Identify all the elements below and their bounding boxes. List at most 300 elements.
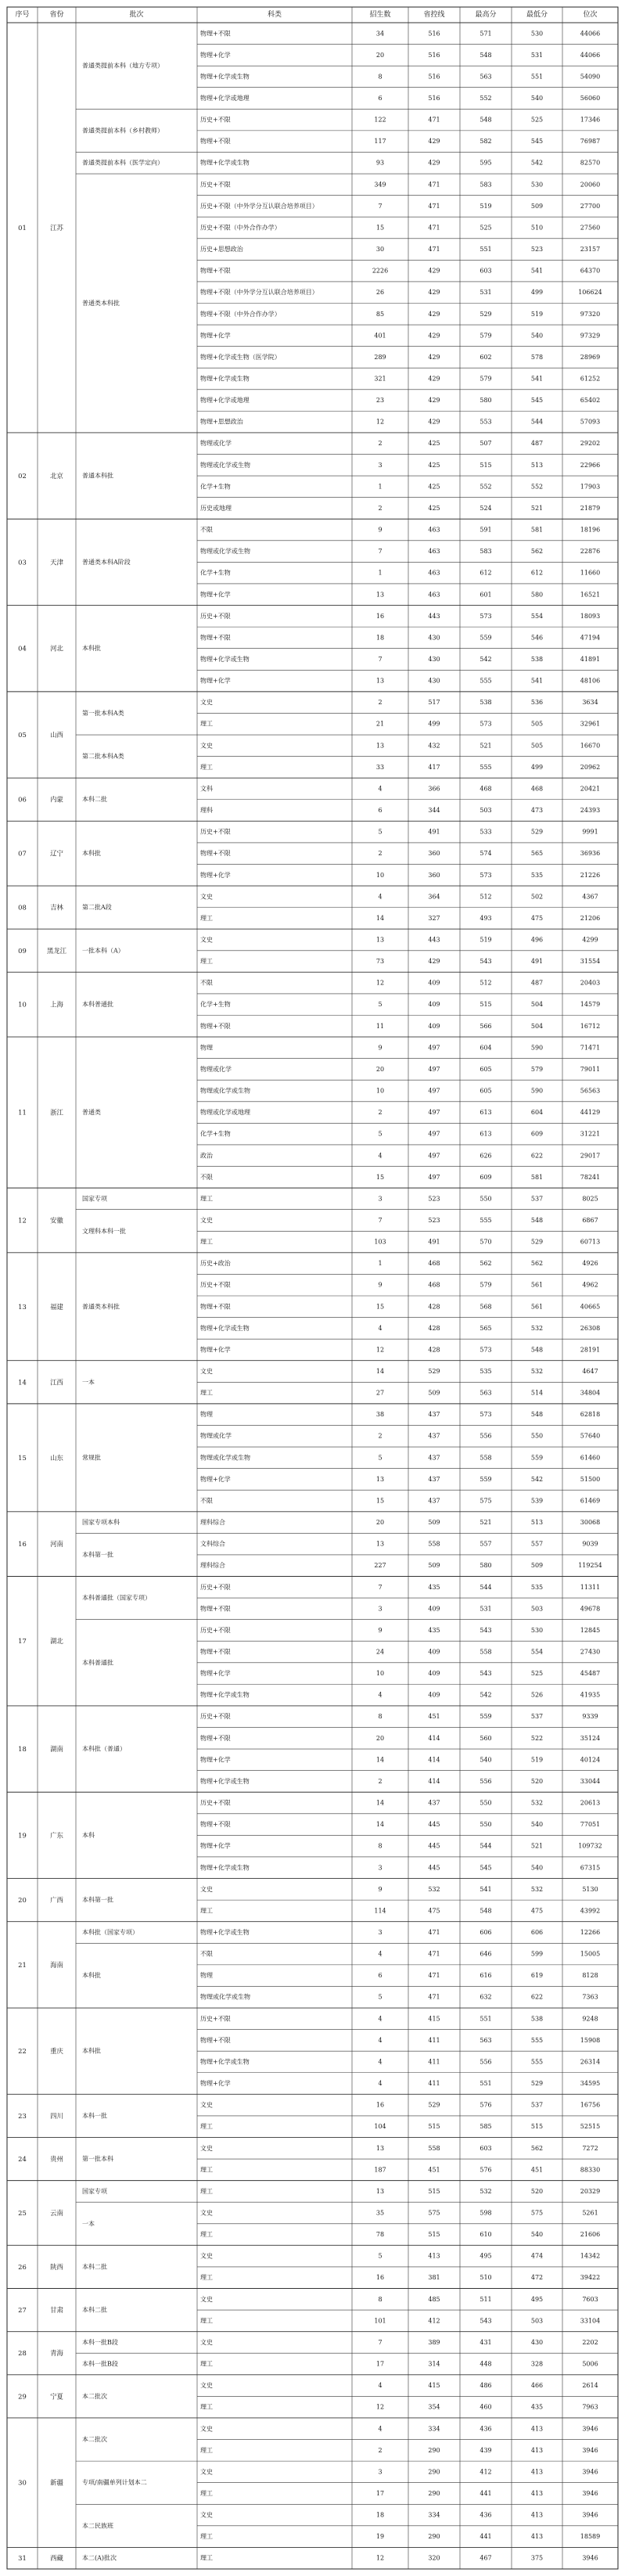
- value-cell: 3634: [582, 699, 598, 707]
- value-cell: 574: [480, 850, 492, 858]
- value-cell: 17903: [580, 483, 601, 491]
- value-cell: 543: [480, 1670, 492, 1678]
- value-cell: 73: [375, 958, 385, 966]
- batch-name: 本科一批: [82, 2112, 107, 2120]
- subject-cell: 文史: [200, 893, 213, 901]
- subject-cell: 物理: [200, 1411, 213, 1419]
- value-cell: 15: [375, 1303, 385, 1311]
- subject-cell: 物理+不限（中外学分互认联合培养项目）: [200, 289, 318, 297]
- value-cell: 34595: [580, 2080, 601, 2088]
- value-cell: 54090: [580, 73, 601, 81]
- value-cell: 471: [428, 181, 440, 189]
- value-cell: 502: [530, 893, 544, 901]
- value-cell: 9339: [582, 1713, 598, 1721]
- subject-cell: 理工: [200, 2446, 213, 2454]
- value-cell: 466: [530, 2382, 544, 2390]
- value-cell: 10: [375, 871, 385, 879]
- value-cell: 18589: [580, 2533, 601, 2541]
- value-cell: 79011: [580, 1065, 601, 1073]
- batch-name: 本二民族班: [82, 2522, 113, 2530]
- value-cell: 28191: [580, 1346, 601, 1354]
- value-cell: 504: [530, 1022, 544, 1030]
- value-cell: 12: [375, 979, 385, 987]
- subject-cell: 理工: [200, 2231, 213, 2239]
- value-cell: 413: [530, 2468, 544, 2476]
- province-name: 山西: [50, 731, 63, 739]
- subject-cell: 物理+不限: [200, 1022, 231, 1030]
- subject-cell: 物理+化学或生物: [200, 2058, 250, 2066]
- table-frame: [7, 7, 618, 2569]
- group-number: 29: [18, 2392, 27, 2401]
- value-cell: 4647: [582, 1368, 598, 1376]
- value-cell: 35124: [580, 1734, 601, 1742]
- value-cell: 2: [378, 1109, 383, 1117]
- value-cell: 409: [428, 1022, 440, 1030]
- value-cell: 566: [480, 1022, 492, 1030]
- subject-cell: 理科综合: [200, 1562, 225, 1570]
- value-cell: 583: [480, 181, 492, 189]
- value-cell: 76987: [580, 138, 601, 146]
- batch-name: 普通类提前本科（乡村教师）: [82, 127, 163, 135]
- value-cell: 20403: [580, 979, 601, 987]
- province-name: 云南: [50, 2208, 63, 2217]
- value-cell: 12: [375, 1346, 385, 1354]
- value-cell: 509: [428, 1389, 440, 1397]
- value-cell: 542: [530, 159, 544, 167]
- value-cell: 15908: [580, 2036, 601, 2044]
- value-cell: 290: [428, 2468, 440, 2476]
- value-cell: 558: [428, 2144, 440, 2152]
- value-cell: 52515: [580, 2123, 601, 2131]
- subject-cell: 化学+生物: [200, 1001, 231, 1009]
- group-number: 12: [18, 1216, 27, 1225]
- value-cell: 26308: [580, 1324, 601, 1332]
- subject-cell: 物理+化学: [200, 871, 231, 879]
- value-cell: 544: [530, 418, 544, 426]
- value-cell: 529: [480, 310, 492, 318]
- value-cell: 4299: [582, 936, 598, 944]
- value-cell: 524: [480, 504, 492, 512]
- value-cell: 430: [428, 634, 440, 642]
- value-cell: 548: [480, 51, 492, 59]
- value-cell: 612: [480, 569, 492, 577]
- value-cell: 530: [530, 30, 544, 38]
- value-cell: 78: [375, 2231, 385, 2239]
- value-cell: 15: [375, 1497, 385, 1505]
- value-cell: 507: [480, 440, 492, 448]
- value-cell: 445: [428, 1821, 440, 1829]
- value-cell: 552: [530, 483, 544, 491]
- value-cell: 509: [428, 1562, 440, 1570]
- value-cell: 9248: [582, 2015, 598, 2023]
- subject-cell: 物理+化学: [200, 1346, 231, 1354]
- value-cell: 57093: [580, 418, 601, 426]
- value-cell: 537: [530, 1195, 544, 1203]
- value-cell: 563: [480, 73, 492, 81]
- value-cell: 17: [375, 2360, 385, 2368]
- value-cell: 515: [428, 2187, 440, 2195]
- header-4: 招生数: [369, 11, 391, 19]
- value-cell: 21879: [580, 504, 601, 512]
- value-cell: 510: [480, 2274, 492, 2282]
- value-cell: 9: [378, 1626, 383, 1634]
- subject-cell: 物理+化学或生物: [200, 375, 250, 383]
- province-name: 青海: [50, 2349, 63, 2358]
- value-cell: 409: [428, 1670, 440, 1678]
- group-number: 01: [18, 223, 27, 232]
- value-cell: 4: [378, 1691, 383, 1699]
- value-cell: 290: [428, 2533, 440, 2541]
- province-name: 安徽: [50, 1216, 63, 1225]
- subject-cell: 文史: [200, 2209, 213, 2217]
- value-cell: 605: [480, 1065, 492, 1073]
- value-cell: 555: [480, 763, 492, 771]
- value-cell: 580: [480, 1562, 492, 1570]
- value-cell: 82570: [580, 159, 601, 167]
- subject-cell: 理工: [200, 2317, 213, 2325]
- value-cell: 530: [530, 181, 544, 189]
- subject-cell: 不限: [200, 526, 213, 534]
- value-cell: 552: [480, 95, 492, 103]
- value-cell: 525: [530, 116, 544, 124]
- value-cell: 570: [480, 1238, 492, 1246]
- value-cell: 4: [378, 2058, 383, 2066]
- value-cell: 411: [428, 2080, 440, 2088]
- value-cell: 537: [530, 2101, 544, 2109]
- batch-name: 普通类本科A阶段: [82, 558, 131, 566]
- province-name: 重庆: [50, 2047, 63, 2056]
- value-cell: 20329: [580, 2187, 601, 2195]
- value-cell: 13: [375, 1475, 385, 1483]
- value-cell: 431: [480, 2338, 492, 2346]
- value-cell: 604: [480, 1044, 492, 1052]
- value-cell: 573: [480, 1346, 492, 1354]
- value-cell: 499: [428, 720, 440, 728]
- value-cell: 573: [480, 871, 492, 879]
- value-cell: 516: [428, 30, 440, 38]
- group-number: 10: [18, 1000, 27, 1009]
- subject-cell: 政治: [200, 1152, 213, 1160]
- value-cell: 543: [480, 1626, 492, 1634]
- value-cell: 542: [480, 1691, 492, 1699]
- value-cell: 3: [378, 2468, 383, 2476]
- value-cell: 543: [480, 958, 492, 966]
- province-name: 天津: [50, 558, 63, 567]
- province-name: 陕西: [50, 2262, 63, 2271]
- value-cell: 545: [530, 397, 544, 405]
- value-cell: 545: [480, 1864, 492, 1872]
- value-cell: 613: [480, 1109, 492, 1117]
- value-cell: 555: [530, 2036, 544, 2044]
- subject-cell: 物理+不限: [200, 1734, 231, 1742]
- value-cell: 425: [428, 461, 440, 469]
- value-cell: 412: [428, 2317, 440, 2325]
- subject-cell: 理工: [200, 1389, 213, 1397]
- subject-cell: 历史+不限: [200, 828, 231, 836]
- value-cell: 437: [428, 1475, 440, 1483]
- group-number: 30: [18, 2478, 27, 2487]
- batch-name: 国家专项: [82, 1195, 107, 1203]
- subject-cell: 物理+不限: [200, 30, 231, 38]
- value-cell: 576: [480, 2101, 492, 2109]
- value-cell: 415: [428, 2015, 440, 2023]
- value-cell: 413: [428, 2252, 440, 2260]
- value-cell: 429: [428, 332, 440, 340]
- value-cell: 558: [428, 1540, 440, 1548]
- value-cell: 3: [378, 1195, 383, 1203]
- value-cell: 409: [428, 979, 440, 987]
- value-cell: 24: [375, 1648, 385, 1656]
- value-cell: 595: [480, 159, 492, 167]
- value-cell: 550: [480, 1195, 492, 1203]
- value-cell: 439: [480, 2446, 492, 2454]
- batch-name: 常规批: [82, 1454, 101, 1462]
- subject-cell: 文史: [200, 2252, 213, 2260]
- subject-cell: 物理+化学: [200, 2080, 231, 2088]
- value-cell: 516: [428, 95, 440, 103]
- batch-name: 第二批本科A类: [82, 753, 124, 761]
- subject-cell: 历史+不限: [200, 1713, 231, 1721]
- value-cell: 565: [480, 1324, 492, 1332]
- value-cell: 546: [530, 634, 544, 642]
- value-cell: 12845: [580, 1626, 601, 1634]
- value-cell: 437: [428, 1432, 440, 1440]
- value-cell: 563: [480, 2036, 492, 2044]
- value-cell: 11: [375, 1022, 385, 1030]
- value-cell: 5006: [582, 2360, 598, 2368]
- value-cell: 519: [480, 936, 492, 944]
- value-cell: 7: [378, 548, 383, 556]
- value-cell: 21226: [580, 871, 601, 879]
- value-cell: 430: [428, 656, 440, 663]
- value-cell: 473: [530, 807, 544, 815]
- subject-cell: 历史+不限: [200, 116, 231, 124]
- value-cell: 51500: [580, 1475, 601, 1483]
- subject-cell: 物理或化学: [200, 1065, 232, 1073]
- value-cell: 5: [378, 1130, 383, 1138]
- value-cell: 493: [480, 914, 492, 922]
- value-cell: 519: [530, 310, 544, 318]
- value-cell: 2: [378, 504, 383, 512]
- value-cell: 290: [428, 2489, 440, 2497]
- value-cell: 471: [428, 1972, 440, 1980]
- batch-name: 本科批: [82, 850, 101, 858]
- value-cell: 525: [480, 224, 492, 232]
- batch-name: 本科普通批: [82, 1001, 113, 1009]
- value-cell: 6: [378, 95, 383, 103]
- value-cell: 541: [480, 1885, 492, 1893]
- value-cell: 561: [530, 1303, 544, 1311]
- group-number: 13: [18, 1302, 27, 1311]
- value-cell: 451: [530, 2166, 544, 2174]
- value-cell: 33044: [580, 1777, 601, 1785]
- value-cell: 425: [428, 440, 440, 448]
- value-cell: 20613: [580, 1799, 601, 1807]
- value-cell: 344: [428, 807, 440, 815]
- value-cell: 35: [375, 2209, 385, 2217]
- value-cell: 14: [375, 914, 385, 922]
- value-cell: 539: [530, 1497, 544, 1505]
- value-cell: 10: [375, 1087, 385, 1095]
- value-cell: 555: [480, 1216, 492, 1224]
- value-cell: 64370: [580, 267, 601, 275]
- province-name: 内蒙: [50, 795, 63, 804]
- value-cell: 1: [378, 1260, 383, 1268]
- value-cell: 109732: [578, 1842, 602, 1850]
- value-cell: 542: [530, 1475, 544, 1483]
- value-cell: 590: [530, 1044, 544, 1052]
- batch-name: 普通类提前本科（地方专项）: [82, 62, 163, 70]
- value-cell: 429: [428, 958, 440, 966]
- batch-name: 本科批（国家专项）: [82, 1929, 138, 1936]
- subject-cell: 物理+化学: [200, 677, 231, 685]
- value-cell: 1: [378, 483, 383, 491]
- value-cell: 529: [530, 2080, 544, 2088]
- batch-name: 普通本科批: [82, 472, 113, 480]
- province-name: 四川: [50, 2111, 63, 2120]
- province-name: 湖南: [50, 1745, 63, 1754]
- value-cell: 8025: [582, 1195, 598, 1203]
- batch-name: 普通类: [82, 1109, 101, 1117]
- value-cell: 13: [375, 2187, 385, 2195]
- value-cell: 495: [480, 2252, 492, 2260]
- value-cell: 6: [378, 807, 383, 815]
- value-cell: 227: [374, 1562, 386, 1570]
- value-cell: 103: [374, 1238, 386, 1246]
- value-cell: 436: [480, 2511, 492, 2519]
- header-5: 省控线: [423, 11, 445, 19]
- value-cell: 425: [428, 504, 440, 512]
- value-cell: 460: [480, 2403, 492, 2411]
- group-number: 15: [18, 1453, 27, 1462]
- value-cell: 503: [530, 2317, 544, 2325]
- value-cell: 413: [530, 2489, 544, 2497]
- value-cell: 516: [428, 51, 440, 59]
- value-cell: 471: [428, 1993, 440, 2001]
- value-cell: 612: [530, 569, 544, 577]
- value-cell: 632: [480, 1993, 492, 2001]
- batch-name: 第二批A段: [82, 904, 112, 912]
- subject-cell: 文史: [200, 2511, 213, 2519]
- subject-cell: 理工: [200, 2489, 213, 2497]
- value-cell: 8: [378, 1713, 383, 1721]
- value-cell: 13: [375, 936, 385, 944]
- value-cell: 499: [530, 289, 544, 297]
- subject-cell: 物理+不限（中外合作办学）: [200, 310, 281, 318]
- group-number: 09: [18, 946, 27, 955]
- subject-cell: 物理或化学或生物: [200, 1454, 250, 1462]
- group-number: 26: [18, 2262, 27, 2271]
- subject-cell: 理工: [200, 1238, 213, 1246]
- value-cell: 62818: [580, 1411, 601, 1419]
- value-cell: 13: [375, 2144, 385, 2152]
- value-cell: 413: [530, 2446, 544, 2454]
- value-cell: 536: [530, 699, 544, 707]
- value-cell: 15: [375, 1173, 385, 1181]
- value-cell: 4367: [582, 893, 598, 901]
- province-name: 甘肃: [50, 2306, 63, 2315]
- value-cell: 513: [530, 461, 544, 469]
- value-cell: 2: [378, 440, 383, 448]
- subject-cell: 物理+化学或生物: [200, 1324, 250, 1332]
- value-cell: 3946: [582, 2511, 598, 2519]
- value-cell: 542: [480, 656, 492, 663]
- subject-cell: 物理或化学或地理: [200, 1109, 250, 1117]
- value-cell: 441: [480, 2489, 492, 2497]
- value-cell: 101: [374, 2317, 386, 2325]
- header-3: 科类: [267, 11, 282, 19]
- value-cell: 475: [530, 914, 544, 922]
- batch-name: 本科二批: [82, 796, 107, 804]
- value-cell: 60713: [580, 1238, 601, 1246]
- value-cell: 497: [428, 1130, 440, 1138]
- value-cell: 411: [428, 2036, 440, 2044]
- subject-cell: 物理+不限: [200, 2036, 231, 2044]
- value-cell: 559: [480, 1475, 492, 1483]
- group-number: 06: [18, 795, 27, 804]
- subject-cell: 物理+化学或生物: [200, 1864, 250, 1872]
- value-cell: 6: [378, 1972, 383, 1980]
- value-cell: 503: [530, 1605, 544, 1613]
- value-cell: 540: [530, 332, 544, 340]
- value-cell: 522: [530, 1734, 544, 1742]
- value-cell: 429: [428, 159, 440, 167]
- value-cell: 413: [530, 2425, 544, 2433]
- value-cell: 428: [428, 1303, 440, 1311]
- province-name: 海南: [50, 1960, 63, 1969]
- value-cell: 117: [374, 138, 386, 146]
- value-cell: 5: [378, 1454, 383, 1462]
- subject-cell: 历史+不限: [200, 1583, 231, 1591]
- value-cell: 540: [530, 95, 544, 103]
- province-name: 福建: [50, 1302, 63, 1311]
- value-cell: 441: [480, 2533, 492, 2541]
- value-cell: 497: [428, 1065, 440, 1073]
- value-cell: 425: [428, 483, 440, 491]
- value-cell: 540: [530, 2231, 544, 2239]
- subject-cell: 不限: [200, 1950, 213, 1958]
- value-cell: 7: [378, 656, 383, 663]
- value-cell: 529: [530, 828, 544, 836]
- value-cell: 430: [428, 677, 440, 685]
- value-cell: 7963: [582, 2403, 598, 2411]
- value-cell: 428: [428, 1346, 440, 1354]
- value-cell: 551: [480, 2080, 492, 2088]
- group-number: 03: [18, 558, 27, 567]
- value-cell: 435: [530, 2403, 544, 2411]
- value-cell: 558: [480, 1454, 492, 1462]
- subject-cell: 文史: [200, 1885, 213, 1893]
- subject-cell: 物理或化学: [200, 1432, 232, 1440]
- value-cell: 565: [530, 850, 544, 858]
- group-number: 04: [18, 644, 27, 653]
- value-cell: 11311: [580, 1583, 601, 1591]
- subject-cell: 历史+不限（中外学分互认联合培养项目）: [200, 202, 318, 210]
- value-cell: 486: [480, 2382, 492, 2390]
- value-cell: 3946: [582, 2468, 598, 2476]
- value-cell: 602: [480, 353, 492, 361]
- value-cell: 20060: [580, 181, 601, 189]
- value-cell: 474: [530, 2252, 544, 2260]
- value-cell: 517: [428, 699, 440, 707]
- value-cell: 554: [530, 1648, 544, 1656]
- value-cell: 471: [428, 1950, 440, 1958]
- subject-cell: 物理或化学或生物: [200, 461, 250, 469]
- value-cell: 366: [428, 785, 440, 793]
- value-cell: 16521: [580, 591, 601, 599]
- value-cell: 27: [375, 1389, 385, 1397]
- value-cell: 40124: [580, 1756, 601, 1764]
